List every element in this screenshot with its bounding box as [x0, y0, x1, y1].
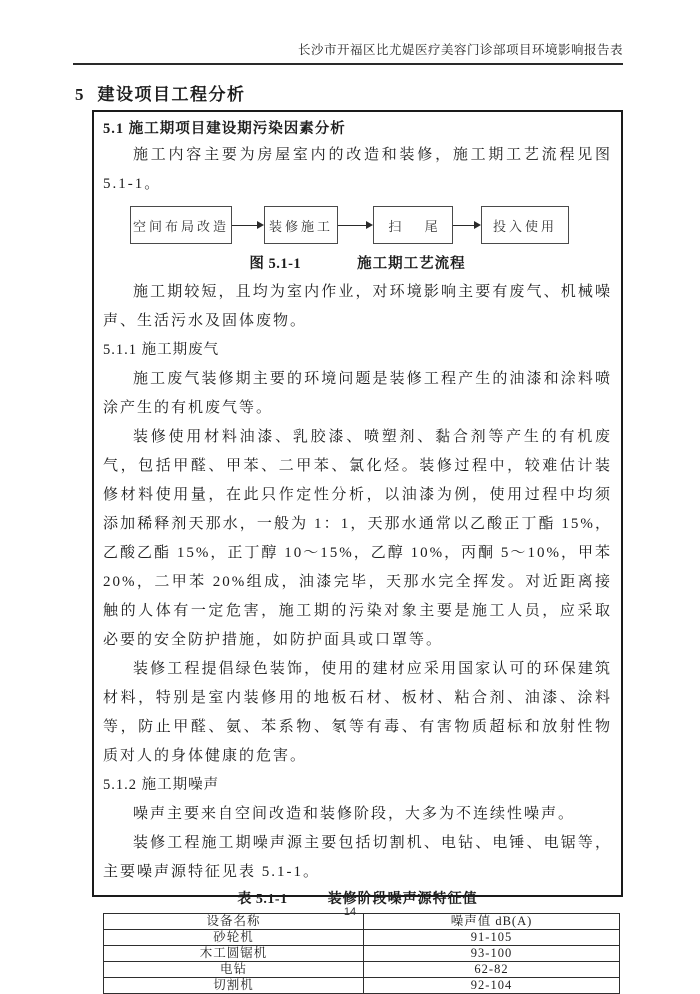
flow-arrow-icon — [453, 221, 481, 229]
col-header-noise-value: 噪声值 dB(A) — [364, 914, 620, 930]
cell-equipment: 切割机 — [104, 978, 364, 994]
cell-noise-value: 93-100 — [364, 946, 620, 962]
cell-equipment: 木工圆锯机 — [104, 946, 364, 962]
noise-source-table — [103, 913, 620, 994]
cell-noise-value: 62-82 — [364, 962, 620, 978]
table-label: 表 5.1-1 — [237, 892, 288, 907]
document-title: 长沙市开福区比尤媞医疗美容门诊部项目环境影响报告表 — [297, 43, 623, 57]
cell-noise-value: 91-105 — [364, 930, 620, 946]
figure-label: 图 5.1-1 — [249, 256, 302, 272]
section-number: 5 — [75, 85, 84, 104]
cell-noise-value: 92-104 — [364, 978, 620, 994]
paragraph-noise-1: 噪声主要来自空间改造和装修阶段，大多为不连续性噪声。 — [133, 806, 576, 822]
flow-arrow-icon — [338, 221, 373, 229]
paragraph-green-materials: 装修工程提倡绿色装饰，使用的建材应采用国家认可的环保建筑材料，特别是室内装修用的地板石材、板材、粘合剂、油漆、涂料等，防止甲醛、氨、苯系物、氡等有毒、有害物质超标和放射性物质对人的身体健康的危害。 — [103, 661, 612, 764]
cell-equipment: 砂轮机 — [104, 930, 364, 946]
section-title: 建设项目工程分析 — [97, 85, 246, 104]
figure-title: 施工期工艺流程 — [357, 256, 466, 272]
running-header — [73, 40, 623, 65]
flow-step-space-layout: 空间布局改造 — [130, 206, 232, 244]
flow-step-put-into-use: 投入使用 — [481, 206, 569, 244]
paragraph-noise-2: 装修工程施工期噪声源主要包括切割机、电钻、电锤、电锯等，主要噪声源特征见表 5.1-1。 — [103, 835, 612, 880]
flow-step-decoration: 装修施工 — [264, 206, 338, 244]
flow-step-cleanup: 扫 尾 — [373, 206, 453, 244]
page-number: 14 — [343, 906, 357, 918]
heading-5-1-1: 5.1.1 施工期废气 — [103, 342, 220, 358]
heading-5-1: 5.1 施工期项目建设期污染因素分析 — [103, 121, 346, 137]
cell-equipment: 电钻 — [104, 962, 364, 978]
process-flowchart — [130, 206, 612, 244]
table-row — [104, 962, 620, 978]
section-heading — [75, 80, 246, 105]
flow-arrow-icon — [232, 221, 264, 229]
table-row — [104, 946, 620, 962]
paragraph-duration: 施工期较短，且均为室内作业，对环境影响主要有废气、机械噪声、生活污水及固体废物。 — [103, 284, 612, 329]
col-header-equipment: 设备名称 — [104, 914, 364, 930]
paragraph-intro: 施工内容主要为房屋室内的改造和装修，施工期工艺流程见图 5.1-1。 — [103, 147, 612, 192]
paragraph-waste-gas-2: 装修使用材料油漆、乳胶漆、喷塑剂、黏合剂等产生的有机废气，包括甲醛、甲苯、二甲苯、氯化烃。装修过程中，较难估计装修材料使用量，在此只作定性分析，以油漆为例，使用过程中均须添加稀释剂天那水，一般为 1：1，天那水通常以乙酸正丁酯 15%，乙酸乙酯 15%，正丁醇 10～15%，乙醇 10%，丙酮 5～10%，甲苯 20%，二甲苯 20%组成，油漆完毕，天那水完全挥发。对近距离接触的人体有一定危害，施工期的污染对象主要是施工人员，应采取必要的安全防护措施，如防护面具或口罩等。 — [103, 429, 612, 648]
table-row — [104, 978, 620, 994]
figure-caption — [103, 252, 612, 276]
table-row — [104, 930, 620, 946]
table-title: 装修阶段噪声源特征值 — [327, 892, 478, 907]
heading-5-1-2: 5.1.2 施工期噪声 — [103, 777, 220, 793]
paragraph-waste-gas-1: 施工废气装修期主要的环境问题是装修工程产生的油漆和涂料喷涂产生的有机废气等。 — [103, 371, 612, 416]
